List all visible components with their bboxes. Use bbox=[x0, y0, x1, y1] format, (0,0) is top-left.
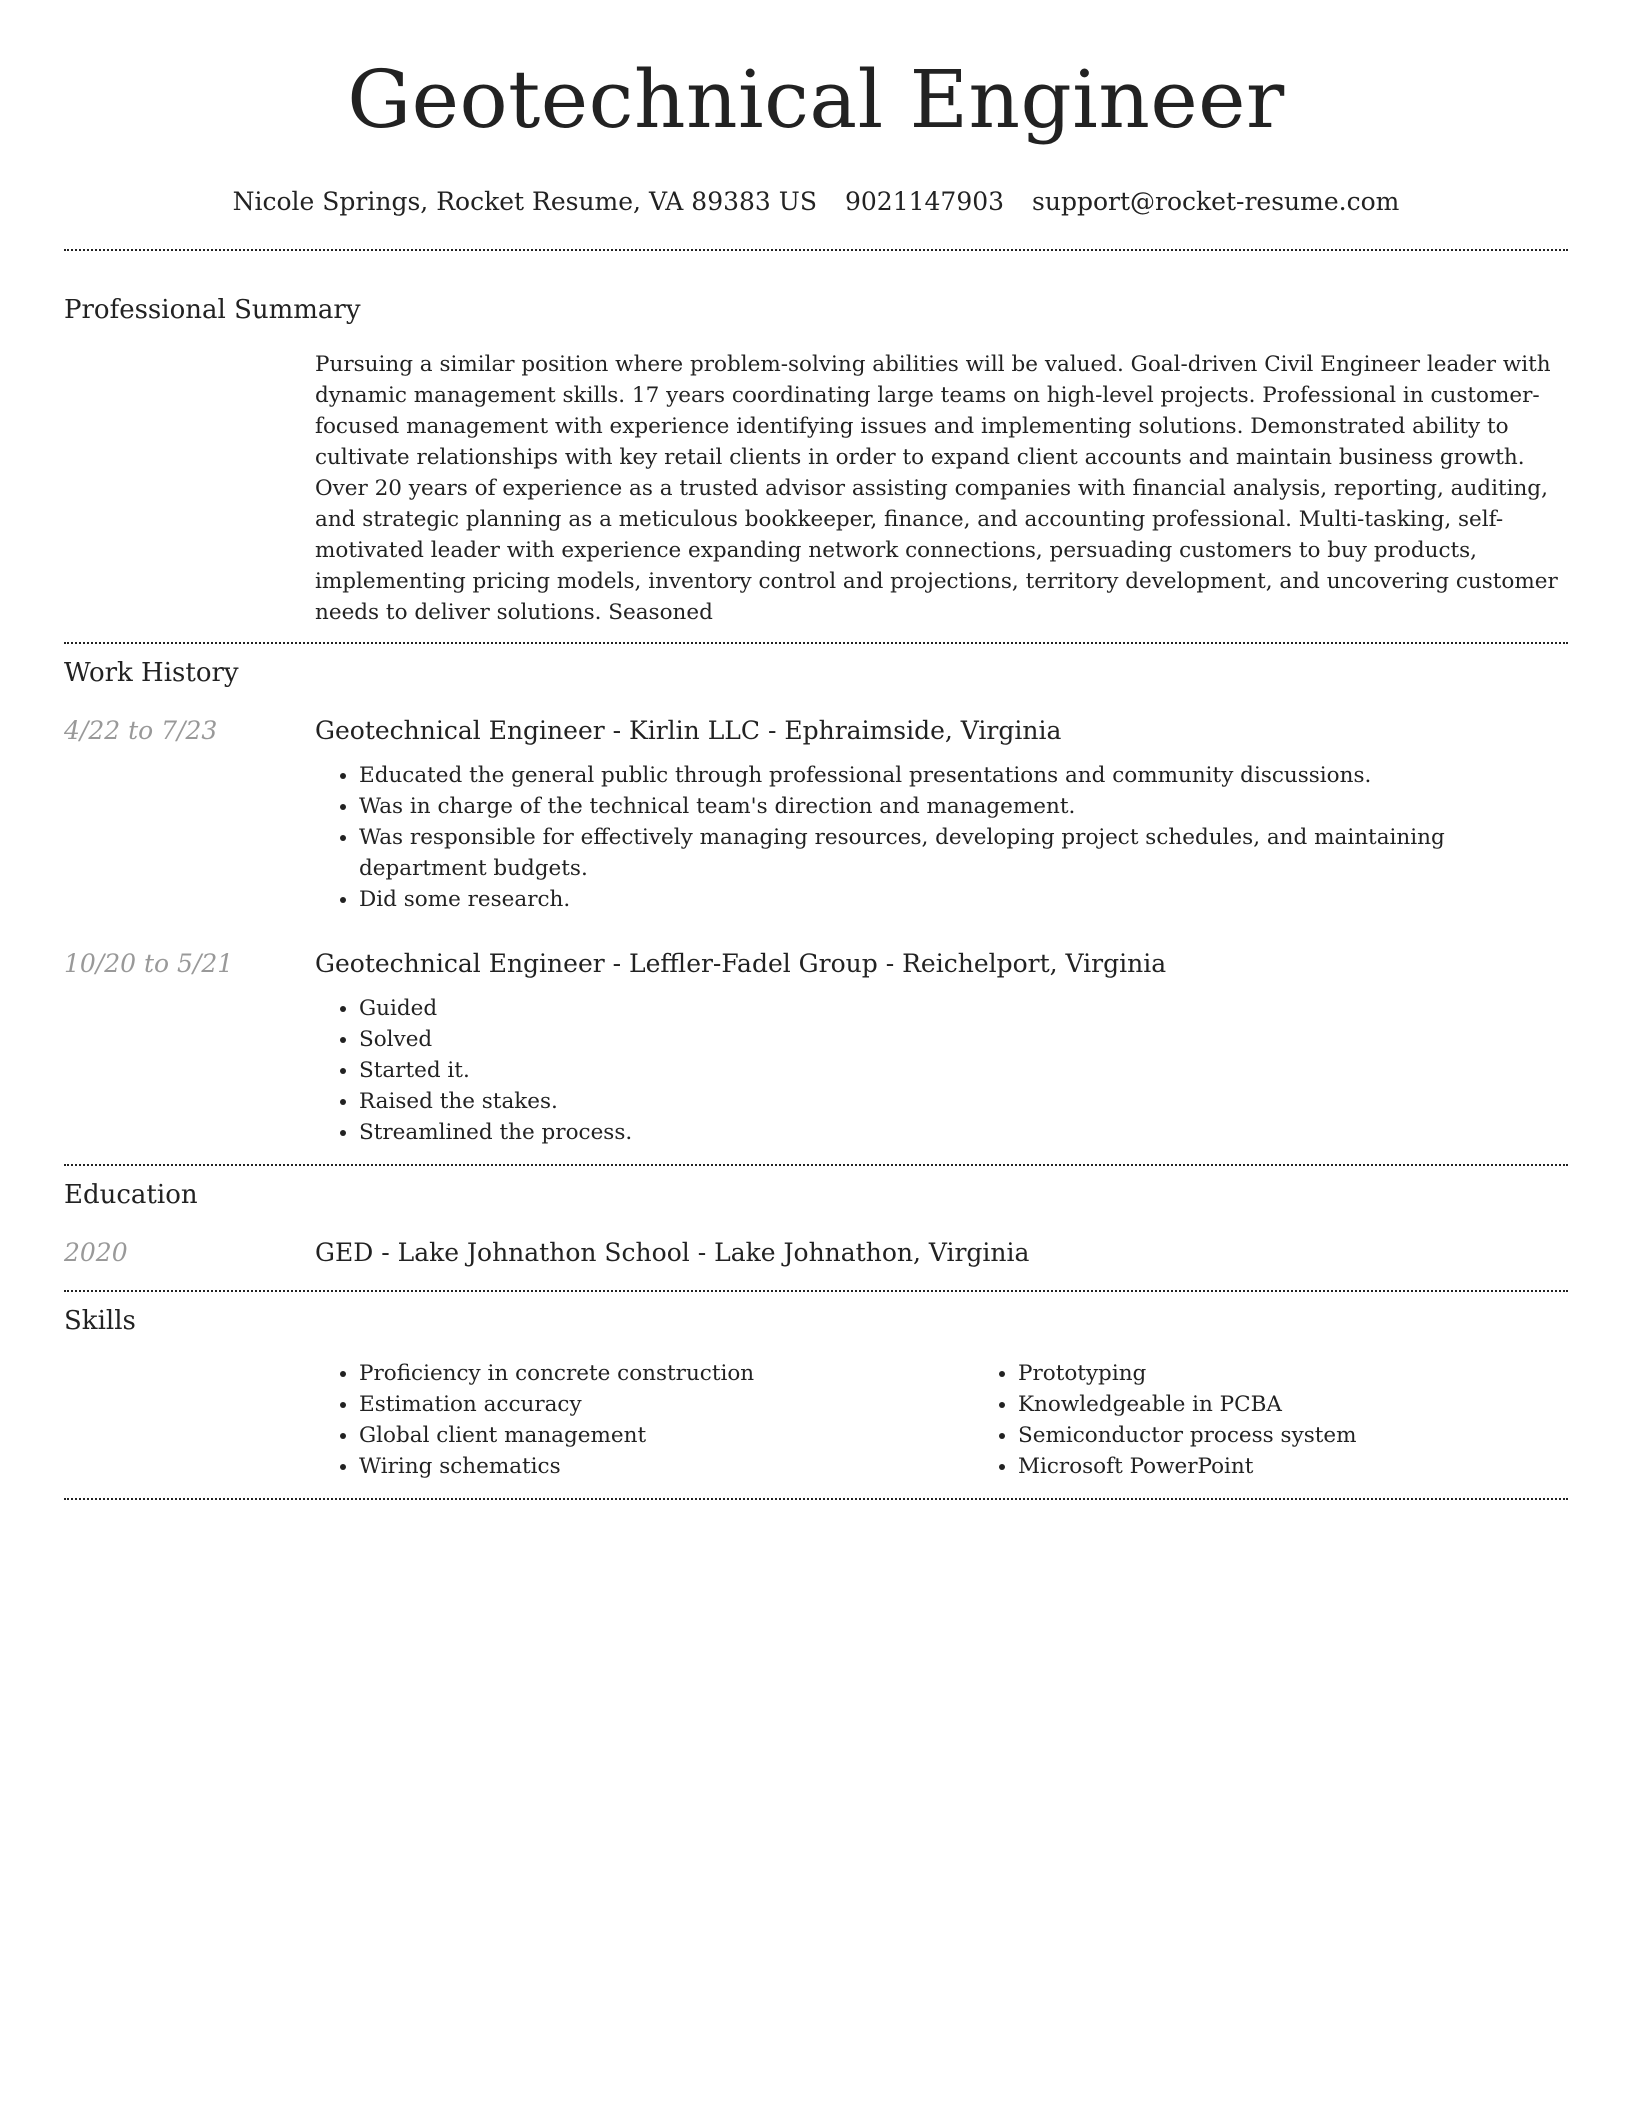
contact-address: Nicole Springs, Rocket Resume, VA 89383 US bbox=[232, 187, 817, 216]
education-heading: Education bbox=[64, 1180, 198, 1210]
list-item: • Prototyping bbox=[1018, 1358, 1632, 1389]
education-section bbox=[64, 1178, 1568, 1270]
list-item: • Raised the stakes. bbox=[359, 1086, 1568, 1117]
list-item: • Solved bbox=[359, 1024, 1568, 1055]
page-title: Geotechnical Engineer bbox=[347, 53, 1285, 146]
summary-text: Pursuing a similar position where problem-solving abilities will be valued. Goal-driven Civil Engineer leader with dynamic management skills. 17 years coordinating large teams on high-level projects. Professional in customer-focused management with experience identifying issues and implementing solutions. Demonstrated ability to cultivate relationships with key retail clients in order to expand client accounts and maintain business growth. Over 20 years of experience as a trusted advisor assisting companies with financial analysis, reporting, auditing, and strategic planning as a meticulous bookkeeper, finance, and accounting professional. Multi-tasking, self-motivated leader with experience expanding network connections, persuading customers to buy products, implementing pricing models, inventory control and projections, territory development, and uncovering customer needs to deliver solutions. Seasoned bbox=[315, 352, 1558, 625]
summary-heading: Professional Summary bbox=[64, 295, 361, 325]
skills-section bbox=[64, 1304, 1568, 1482]
job-entry bbox=[64, 714, 1568, 915]
job-entry bbox=[64, 947, 1568, 1148]
work-divider bbox=[64, 1164, 1568, 1166]
summary-section bbox=[64, 293, 1568, 628]
list-item: • Streamlined the process. bbox=[359, 1117, 1568, 1148]
list-item: • Started it. bbox=[359, 1055, 1568, 1086]
work-history-section bbox=[64, 656, 1568, 1148]
resume-page bbox=[64, 0, 1568, 1500]
resume-header bbox=[64, 0, 1568, 218]
education-year: 2020 bbox=[64, 1238, 128, 1267]
list-item: • Was responsible for effectively managing resources, developing project schedules, and maintaining department budgets. bbox=[359, 822, 1568, 884]
job-title: Geotechnical Engineer - Leffler-Fadel Group - Reichelport, Virginia bbox=[315, 949, 1167, 978]
education-divider bbox=[64, 1290, 1568, 1292]
summary-divider bbox=[64, 642, 1568, 644]
list-item: • Knowledgeable in PCBA bbox=[1018, 1389, 1632, 1420]
list-item: • Estimation accuracy bbox=[359, 1389, 974, 1420]
job-bullets bbox=[315, 760, 1568, 915]
skills-list-right bbox=[974, 1358, 1632, 1482]
skills-list-left bbox=[315, 1358, 974, 1482]
job-dates: 4/22 to 7/23 bbox=[64, 716, 218, 745]
contact-phone: 9021147903 bbox=[844, 187, 1005, 216]
list-item: • Semiconductor process system bbox=[1018, 1420, 1632, 1451]
list-item: • Microsoft PowerPoint bbox=[1018, 1451, 1632, 1482]
skills-heading: Skills bbox=[64, 1306, 136, 1336]
list-item: • Was in charge of the technical team's direction and management. bbox=[359, 791, 1568, 822]
work-history-heading: Work History bbox=[64, 658, 239, 688]
education-entry bbox=[64, 1236, 1568, 1270]
job-title: Geotechnical Engineer - Kirlin LLC - Ephraimside, Virginia bbox=[315, 716, 1062, 745]
job-bullets bbox=[315, 993, 1568, 1148]
list-item: • Global client management bbox=[359, 1420, 974, 1451]
contact-email: support@rocket-resume.com bbox=[1032, 187, 1400, 216]
contact-line bbox=[64, 186, 1568, 218]
list-item: • Guided bbox=[359, 993, 1568, 1024]
skills-divider bbox=[64, 1498, 1568, 1500]
job-dates: 10/20 to 5/21 bbox=[64, 949, 234, 978]
list-item: • Educated the general public through professional presentations and community discussions. bbox=[359, 760, 1568, 791]
list-item: • Wiring schematics bbox=[359, 1451, 974, 1482]
list-item: • Did some research. bbox=[359, 884, 1568, 915]
header-divider bbox=[64, 249, 1568, 251]
education-title: GED - Lake Johnathon School - Lake Johnathon, Virginia bbox=[315, 1238, 1030, 1267]
list-item: • Proficiency in concrete construction bbox=[359, 1358, 974, 1389]
